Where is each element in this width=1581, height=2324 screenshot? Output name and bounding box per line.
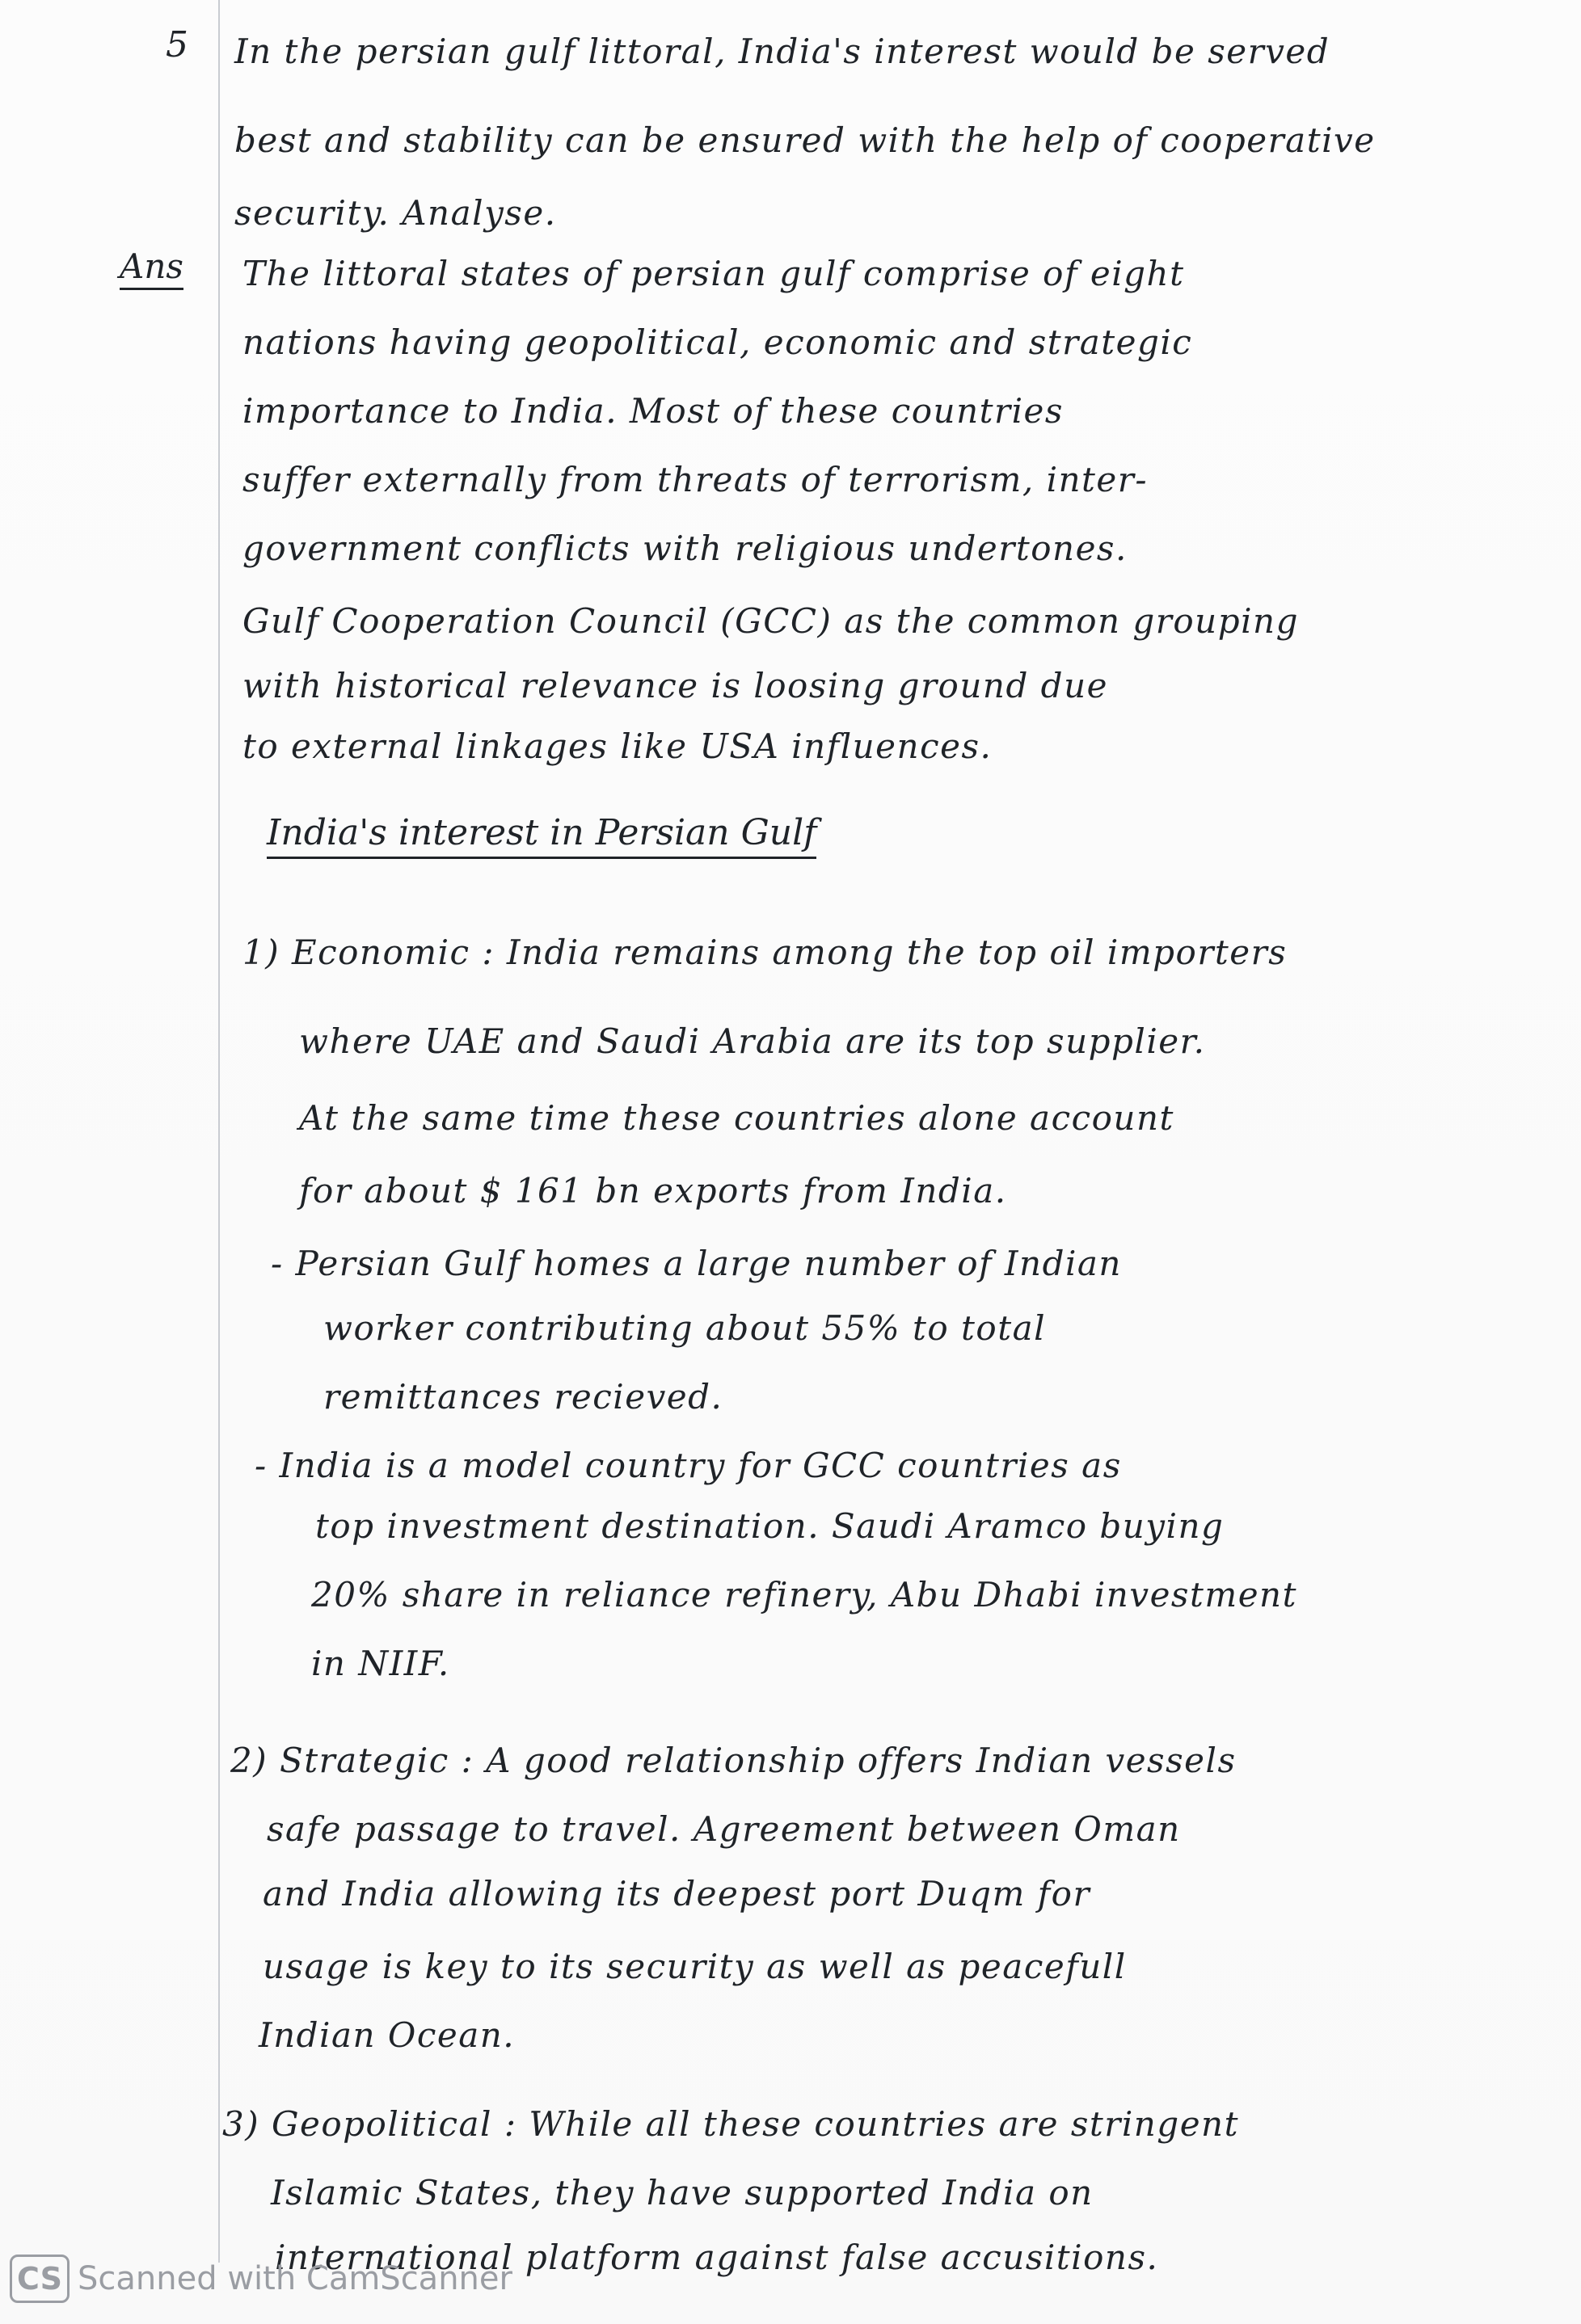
camscanner-logo-icon: CS	[10, 2255, 70, 2303]
camscanner-watermark	[10, 2255, 512, 2303]
question-line-2: best and stability can be ensured with the help of cooperative	[234, 120, 1376, 160]
strategic-line-5: Indian Ocean.	[259, 2015, 516, 2055]
section-heading: India's interest in Persian Gulf	[267, 812, 816, 859]
geopolitical-line-3: international platform against false accusitions.	[275, 2238, 1159, 2277]
geopolitical-line-1: 3) Geopolitical : While all these countries are stringent	[222, 2104, 1239, 2144]
strategic-line-3: and India allowing its deepest port Duqm for	[263, 1874, 1091, 1914]
economic-line-2: where UAE and Saudi Arabia are its top supplier.	[299, 1021, 1206, 1061]
intro-line-2: nations having geopolitical, economic and strategic	[242, 322, 1193, 362]
strategic-line-4: usage is key to its security as well as peacefull	[263, 1947, 1127, 1986]
economic-line-6: worker contributing about 55% to total	[323, 1308, 1047, 1348]
intro-line-8: to external linkages like USA influences.	[242, 726, 993, 766]
watermark-text: Scanned with CamScanner	[78, 2260, 512, 2297]
intro-line-4: suffer externally from threats of terrorism, inter-	[242, 460, 1149, 499]
economic-line-7: remittances recieved.	[323, 1377, 723, 1417]
intro-line-3: importance to India. Most of these countries	[242, 391, 1064, 431]
intro-line-1: The littoral states of persian gulf comprise of eight	[242, 254, 1185, 293]
economic-line-1: 1) Economic : India remains among the top oil importers	[242, 933, 1288, 972]
intro-line-6: Gulf Cooperation Council (GCC) as the common grouping	[242, 601, 1299, 641]
economic-line-9: top investment destination. Saudi Aramco buying	[315, 1506, 1225, 1546]
intro-line-7: with historical relevance is loosing ground due	[242, 666, 1108, 705]
economic-line-5: - Persian Gulf homes a large number of Indian	[271, 1244, 1122, 1283]
question-number: 5	[166, 24, 188, 65]
economic-line-10: 20% share in reliance refinery, Abu Dhabi investment	[311, 1575, 1297, 1615]
economic-line-3: At the same time these countries alone account	[299, 1098, 1174, 1138]
geopolitical-line-2: Islamic States, they have supported India on	[271, 2173, 1094, 2212]
intro-line-5: government conflicts with religious undertones.	[242, 528, 1128, 568]
economic-line-8: - India is a model country for GCC countries as	[255, 1446, 1122, 1485]
economic-line-4: for about $ 161 bn exports from India.	[299, 1171, 1007, 1210]
answer-label: Ans	[120, 246, 183, 290]
economic-line-11: in NIIF.	[311, 1644, 450, 1683]
margin-line	[218, 0, 220, 2263]
question-line-3: security. Analyse.	[234, 193, 557, 233]
strategic-line-1: 2) Strategic : A good relationship offers Indian vessels	[230, 1741, 1237, 1780]
question-line-1: In the persian gulf littoral, India's interest would be served	[234, 32, 1330, 71]
strategic-line-2: safe passage to travel. Agreement between Oman	[267, 1809, 1181, 1849]
